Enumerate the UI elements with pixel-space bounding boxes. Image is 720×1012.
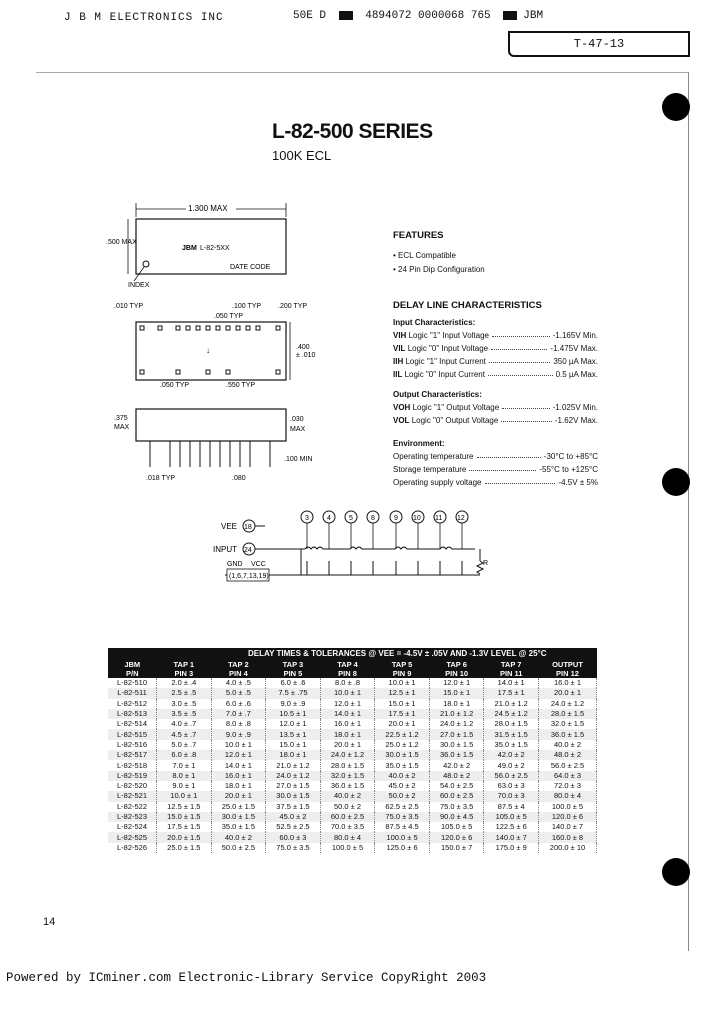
delay-cell: 2.5 ± .5 [157,688,212,698]
gnd-label: GND [227,561,243,568]
dim-400-tol: ± .010 [296,352,316,359]
delay-cell: 40.0 ± 2 [211,832,266,842]
delay-cell: 30.0 ± 1.5 [211,812,266,822]
part-number-cell: L-82-512 [108,699,157,709]
col-header: TAP 2 [211,660,266,669]
spec-row: VIL Logic "0" Input Voltage -1.475V Max. [393,344,598,353]
delay-cell: 8.0 ± 1 [157,771,212,781]
black-block-icon [339,11,353,20]
delay-cell: 54.0 ± 2.5 [429,781,484,791]
part-label: L-82-5XX [200,245,230,252]
dim-100: .100 TYP [232,303,262,310]
delay-cell: 4.0 ± .5 [211,678,266,688]
delay-cell: 160.0 ± 8 [538,832,596,842]
dim-550: .550 TYP [226,382,256,389]
delay-cell: 105.0 ± 5 [429,822,484,832]
dim-200: .200 TYP [278,303,308,310]
delay-cell: 56.0 ± 2.5 [484,771,539,781]
delay-cell: 70.0 ± 3 [484,791,539,801]
schematic-diagram [205,505,505,595]
part-number-cell: L-82-524 [108,822,157,832]
delay-cell: 37.5 ± 1.5 [266,802,321,812]
delay-cell: 32.0 ± 1.5 [320,771,375,781]
delay-cell: 50.0 ± 2 [375,791,430,801]
delay-cell: 20.0 ± 1 [211,791,266,801]
tap-pin: 11 [435,515,443,522]
delay-cell: 24.0 ± 1.2 [429,719,484,729]
delay-cell: 50.0 ± 2 [320,802,375,812]
dim-400: .400 [296,344,310,351]
resistor-label: R [483,560,489,567]
delay-cell: 75.0 ± 3.5 [375,812,430,822]
delay-cell: 12.0 ± 1 [211,750,266,760]
delay-cell: 64.0 ± 3 [538,771,596,781]
delay-cell: 48.0 ± 2 [429,771,484,781]
delay-cell: 18.0 ± 1 [266,750,321,760]
delay-cell: 14.0 ± 1 [484,678,539,688]
table-row [108,802,597,812]
spec-row: IIL Logic "0" Input Current 0.5 µA Max. [393,370,598,379]
delay-cell: 7.0 ± .7 [211,709,266,719]
features-heading: FEATURES [393,230,444,241]
tap-pin: 5 [349,515,353,522]
output-char-heading: Output Characteristics: [393,390,482,399]
delay-cell: 75.0 ± 3.5 [266,843,321,853]
dim-100-min: .100 MIN [284,456,313,463]
delay-cell: 45.0 ± 2 [375,781,430,791]
table-row [108,719,597,729]
part-number-cell: L-82-514 [108,719,157,729]
dim-080: .080 [232,475,246,482]
delay-cell: 7.0 ± 1 [157,760,212,770]
delay-cell: 35.0 ± 1.5 [211,822,266,832]
delay-cell: 25.0 ± 1.5 [211,802,266,812]
delay-cell: 35.0 ± 1.5 [484,740,539,750]
col-header: TAP 6 [429,660,484,669]
tap-pin: 3 [305,515,309,522]
delay-cell: 80.0 ± 4 [538,791,596,801]
delay-cell: 200.0 ± 10 [538,843,596,853]
delay-cell: 7.5 ± .75 [266,688,321,698]
part-number-cell: L-82-517 [108,750,157,760]
part-number-cell: L-82-513 [108,709,157,719]
delay-cell: 14.0 ± 1 [320,709,375,719]
delay-cell: 16.0 ± 1 [211,771,266,781]
dim-030-max: MAX [290,426,306,433]
delay-cell: 87.5 ± 4.5 [375,822,430,832]
delay-cell: 5.0 ± .5 [211,688,266,698]
delay-cell: 3.0 ± .5 [157,699,212,709]
delay-cell: 10.0 ± 1 [157,791,212,801]
col-header: P/N [108,669,157,678]
vcc-label: VCC [251,561,266,568]
spec-row: VOL Logic "0" Output Voltage -1.62V Max. [393,416,598,425]
delay-cell: 45.0 ± 2 [266,812,321,822]
col-header: PIN 12 [538,669,596,678]
package-drawing [100,195,330,495]
delay-cell: 62.5 ± 2.5 [375,802,430,812]
svg-text:↓: ↓ [206,346,210,355]
input-char-heading: Input Characteristics: [393,318,476,327]
delay-cell: 15.0 ± 1 [266,740,321,750]
delay-cell: 12.0 ± 1 [320,699,375,709]
table-caption: DELAY TIMES & TOLERANCES @ VEE = -4.5V ± .05V AND -1.3V LEVEL @ 25°C [108,648,597,660]
delay-cell: 28.0 ± 1.5 [538,709,596,719]
part-number-cell: L-82-525 [108,832,157,842]
dim-375: .375 [114,415,128,422]
delay-cell: 18.0 ± 1 [429,699,484,709]
delay-cell: 6.0 ± .6 [211,699,266,709]
vee-pin: 18 [244,524,252,531]
table-row [108,709,597,719]
delay-cell: 40.0 ± 2 [538,740,596,750]
delay-cell: 40.0 ± 2 [320,791,375,801]
input-pin: 24 [244,547,252,554]
delay-cell: 20.0 ± 1 [320,740,375,750]
delay-cell: 14.0 ± 1 [211,760,266,770]
col-header: PIN 5 [266,669,321,678]
col-header: TAP 4 [320,660,375,669]
dim-050-typ: .050 TYP [160,382,190,389]
table-row [108,760,597,770]
table-row [108,791,597,801]
col-header: PIN 10 [429,669,484,678]
col-header: PIN 9 [375,669,430,678]
table-row [108,678,597,688]
delay-cell: 140.0 ± 7 [538,822,596,832]
delay-cell: 17.5 ± 1 [484,688,539,698]
delay-cell: 24.0 ± 1.2 [320,750,375,760]
part-number-cell: L-82-516 [108,740,157,750]
delay-cell: 18.0 ± 1 [320,729,375,739]
page-title: L-82-500 SERIES [272,120,433,143]
delay-cell: 72.0 ± 3 [538,781,596,791]
date-code-label: DATE CODE [230,264,271,271]
delay-cell: 8.0 ± .8 [320,678,375,688]
delay-cell: 175.0 ± 9 [484,843,539,853]
delay-cell: 70.0 ± 3.5 [320,822,375,832]
header-code-mid: 4894072 0000068 765 [365,10,491,22]
delay-cell: 16.0 ± 1 [320,719,375,729]
delay-cell: 27.0 ± 1.5 [429,729,484,739]
delay-cell: 3.5 ± .5 [157,709,212,719]
delay-cell: 9.0 ± .9 [266,699,321,709]
delay-cell: 21.0 ± 1.2 [266,760,321,770]
delay-cell: 49.0 ± 2 [484,760,539,770]
delay-cell: 48.0 ± 2 [538,750,596,760]
part-number-cell: L-82-518 [108,760,157,770]
header-codes [293,10,543,22]
part-number-cell: L-82-511 [108,688,157,698]
delay-cell: 100.0 ± 5 [538,802,596,812]
header-code-left: 50E D [293,10,327,22]
col-header: TAP 1 [157,660,212,669]
delay-cell: 36.0 ± 1.5 [538,729,596,739]
gnd-pins: (1,6,7,13,19) [229,573,269,580]
delay-cell: 24.0 ± 1.2 [538,699,596,709]
feature-item: • ECL Compatible [393,251,456,260]
delay-cell: 24.5 ± 1.2 [484,709,539,719]
spec-row: Operating supply voltage -4.5V ± 5% [393,478,598,487]
table-row [108,750,597,760]
delay-cell: 6.0 ± .8 [157,750,212,760]
delay-cell: 35.0 ± 1.5 [375,760,430,770]
stamp-box: T-47-13 [508,31,690,57]
delay-cell: 87.5 ± 4 [484,802,539,812]
delay-cell: 100.0 ± 5 [320,843,375,853]
dim-030: .030 [290,416,304,423]
delay-cell: 16.0 ± 1 [538,678,596,688]
part-number-cell: L-82-510 [108,678,157,688]
col-header: PIN 8 [320,669,375,678]
dim-width: 1.300 MAX [188,204,228,213]
delay-cell: 120.0 ± 6 [429,832,484,842]
delay-cell: 56.0 ± 2.5 [538,760,596,770]
delay-cell: 140.0 ± 7 [484,832,539,842]
table-row [108,843,597,853]
vee-label: VEE [221,522,238,531]
col-header: PIN 4 [211,669,266,678]
delay-cell: 21.0 ± 1.2 [429,709,484,719]
delay-cell: 25.0 ± 1.2 [375,740,430,750]
delay-cell: 12.0 ± 1 [266,719,321,729]
package-bottom-view [136,322,286,380]
part-number-cell: L-82-526 [108,843,157,853]
delay-cell: 9.0 ± 1 [157,781,212,791]
dim-375-max: MAX [114,424,130,431]
dlc-heading: DELAY LINE CHARACTERISTICS [393,300,542,311]
delay-cell: 30.0 ± 1.5 [429,740,484,750]
delay-cell: 13.5 ± 1 [266,729,321,739]
delay-cell: 10.5 ± 1 [266,709,321,719]
header-company: J B M ELECTRONICS INC [64,12,224,24]
spec-row: VIH Logic "1" Input Voltage -1.165V Min. [393,331,598,340]
delay-cell: 10.0 ± 1 [320,688,375,698]
tap-pin: 12 [457,515,465,522]
punch-hole-icon [662,468,690,496]
part-number-cell: L-82-523 [108,812,157,822]
delay-cell: 27.0 ± 1.5 [266,781,321,791]
tap-pin: 9 [394,515,398,522]
delay-cell: 12.5 ± 1.5 [157,802,212,812]
dim-050: .050 TYP [214,313,244,320]
package-side-view [136,409,286,441]
part-number-cell: L-82-520 [108,781,157,791]
table-row [108,781,597,791]
table-row [108,832,597,842]
delay-cell: 80.0 ± 4 [320,832,375,842]
header-code-right: JBM [523,10,544,22]
delay-table [108,648,597,853]
delay-cell: 36.0 ± 1.5 [320,781,375,791]
delay-cell: 42.0 ± 2 [484,750,539,760]
delay-cell: 122.5 ± 6 [484,822,539,832]
delay-cell: 36.0 ± 1.5 [429,750,484,760]
delay-cell: 12.0 ± 1 [429,678,484,688]
delay-cell: 120.0 ± 6 [538,812,596,822]
table-row [108,740,597,750]
delay-cell: 30.0 ± 1.5 [266,791,321,801]
dim-018: .018 TYP [146,475,176,482]
table-row [108,688,597,698]
table-row [108,729,597,739]
feature-item: • 24 Pin Dip Configuration [393,265,485,274]
delay-cell: 24.0 ± 1.2 [266,771,321,781]
col-header: OUTPUT [538,660,596,669]
delay-cell: 8.0 ± .8 [211,719,266,729]
delay-cell: 40.0 ± 2 [375,771,430,781]
delay-cell: 63.0 ± 3 [484,781,539,791]
delay-cell: 15.0 ± 1 [375,699,430,709]
delay-cell: 30.0 ± 1.5 [375,750,430,760]
spec-row: Storage temperature -55°C to +125°C [393,465,598,474]
delay-line [305,547,475,549]
delay-cell: 9.0 ± .9 [211,729,266,739]
table-row [108,822,597,832]
delay-cell: 75.0 ± 3.5 [429,802,484,812]
dim-010: .010 TYP [114,303,144,310]
dim-height: .500 MAX [106,239,137,246]
col-header: PIN 11 [484,669,539,678]
page-number: 14 [43,916,56,928]
tap-pin: 10 [413,515,421,522]
delay-cell: 105.0 ± 5 [484,812,539,822]
table-row [108,699,597,709]
delay-cell: 4.0 ± .7 [157,719,212,729]
index-label: INDEX [128,282,150,289]
delay-cell: 90.0 ± 4.5 [429,812,484,822]
part-number-cell: L-82-522 [108,802,157,812]
delay-cell: 60.0 ± 3 [266,832,321,842]
part-number-cell: L-82-521 [108,791,157,801]
delay-cell: 125.0 ± 6 [375,843,430,853]
delay-cell: 21.0 ± 1.2 [484,699,539,709]
punch-hole-icon [662,93,690,121]
col-header: TAP 5 [375,660,430,669]
delay-cell: 12.5 ± 1 [375,688,430,698]
delay-cell: 10.0 ± 1 [211,740,266,750]
delay-cell: 6.0 ± .6 [266,678,321,688]
delay-cell: 25.0 ± 1.5 [157,843,212,853]
logo: JBM [182,245,197,252]
delay-cell: 31.5 ± 1.5 [484,729,539,739]
spec-row: Operating temperature -30°C to +85°C [393,452,598,461]
footer-credit: Powered by ICminer.com Electronic-Library Service CopyRight 2003 [6,971,487,985]
delay-cell: 28.0 ± 1.5 [484,719,539,729]
spec-row: IIH Logic "1" Input Current 350 µA Max. [393,357,598,366]
delay-cell: 5.0 ± .7 [157,740,212,750]
delay-cell: 52.5 ± 2.5 [266,822,321,832]
delay-cell: 28.0 ± 1.5 [320,760,375,770]
delay-cell: 20.0 ± 1 [375,719,430,729]
delay-cell: 15.0 ± 1.5 [157,812,212,822]
delay-cell: 60.0 ± 2.5 [429,791,484,801]
delay-cell: 150.0 ± 7 [429,843,484,853]
delay-cell: 17.5 ± 1.5 [157,822,212,832]
delay-cell: 42.0 ± 2 [429,760,484,770]
col-header: TAP 3 [266,660,321,669]
page-subtitle: 100K ECL [272,148,332,163]
delay-cell: 18.0 ± 1 [211,781,266,791]
table-row [108,771,597,781]
part-number-cell: L-82-515 [108,729,157,739]
black-block-icon [503,11,517,20]
delay-cell: 20.0 ± 1.5 [157,832,212,842]
part-number-cell: L-82-519 [108,771,157,781]
delay-cell: 4.5 ± .7 [157,729,212,739]
table-row [108,812,597,822]
col-header: JBM [108,660,157,669]
input-label: INPUT [213,545,237,554]
tap-pin: 8 [371,515,375,522]
delay-cell: 10.0 ± 1 [375,678,430,688]
delay-cell: 60.0 ± 2.5 [320,812,375,822]
delay-cell: 17.5 ± 1 [375,709,430,719]
punch-hole-icon [662,858,690,886]
delay-cell: 22.5 ± 1.2 [375,729,430,739]
delay-cell: 15.0 ± 1 [429,688,484,698]
col-header: TAP 7 [484,660,539,669]
delay-cell: 2.0 ± .4 [157,678,212,688]
tap-pin: 4 [327,515,331,522]
delay-cell: 100.0 ± 5 [375,832,430,842]
delay-cell: 20.0 ± 1 [538,688,596,698]
environment-heading: Environment: [393,439,445,448]
delay-cell: 32.0 ± 1.5 [538,719,596,729]
spec-row: VOH Logic "1" Output Voltage -1.025V Min. [393,403,598,412]
col-header: PIN 3 [157,669,212,678]
delay-cell: 50.0 ± 2.5 [211,843,266,853]
